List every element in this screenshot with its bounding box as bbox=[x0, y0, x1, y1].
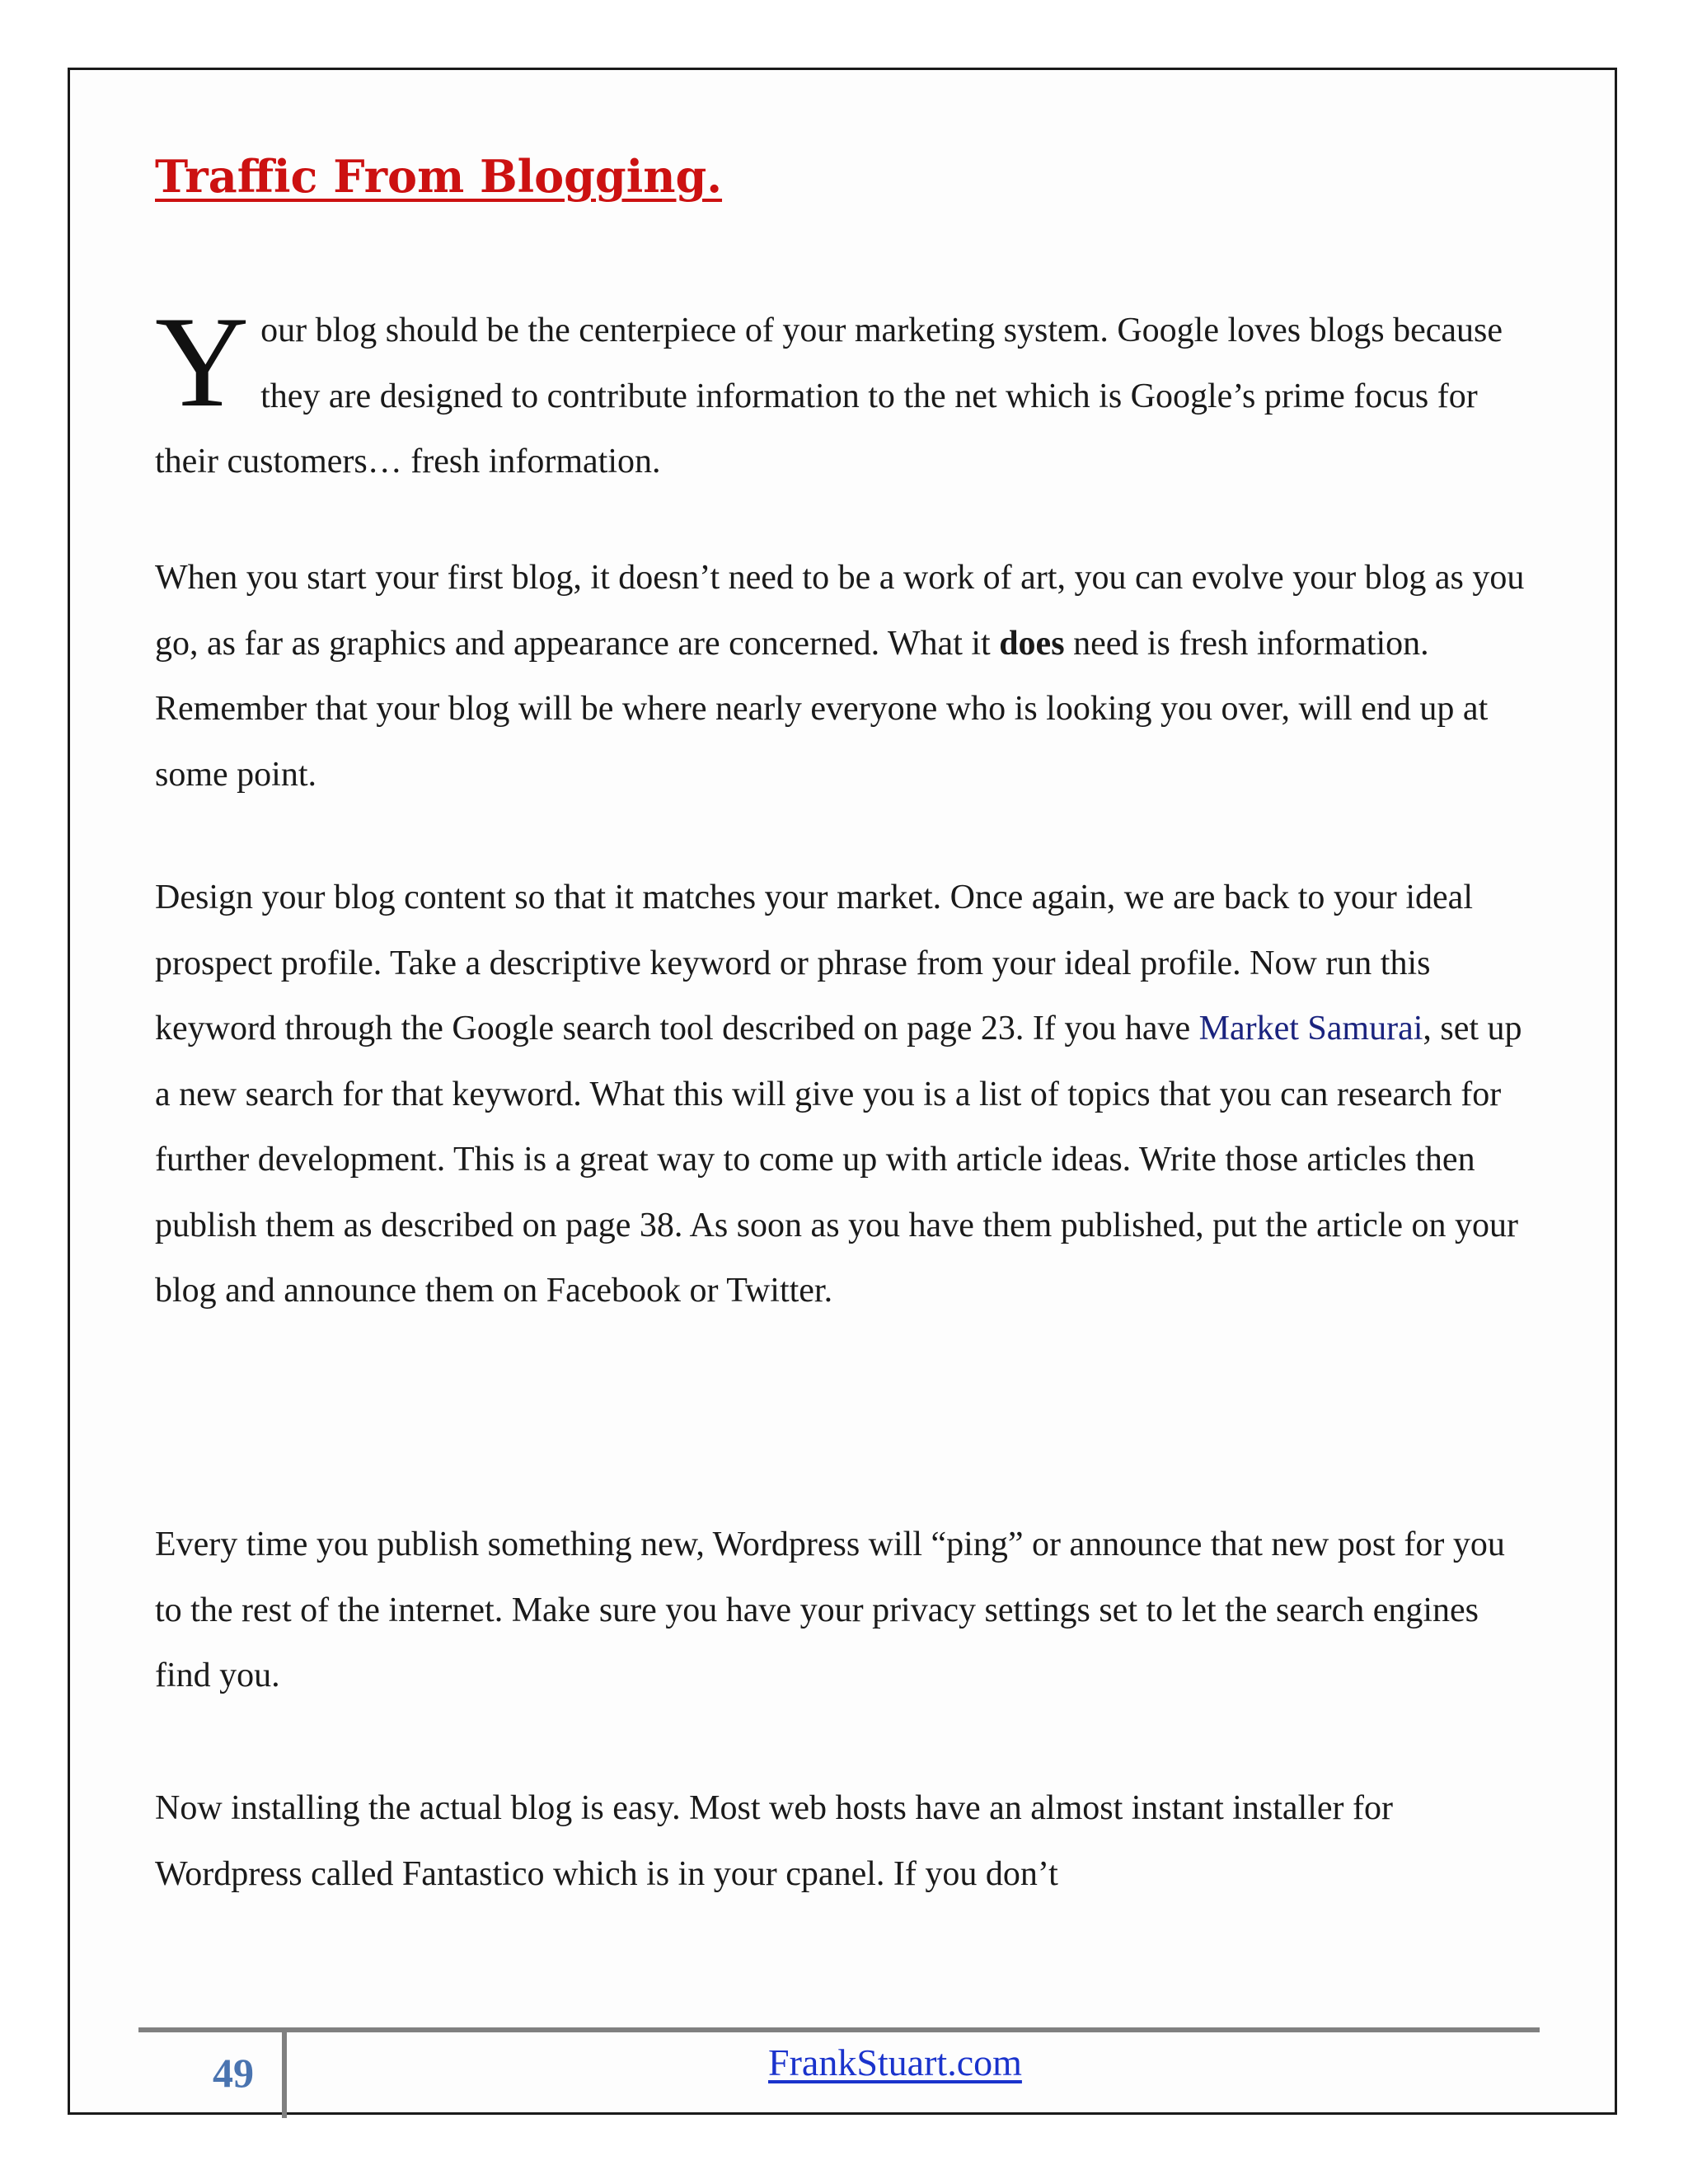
market-samurai-link[interactable]: Market Samurai bbox=[1198, 1010, 1423, 1047]
bold-word-does: does bbox=[999, 624, 1065, 663]
install-text: Now installing the actual blog is easy. Most web hosts have an almost instant installer for Wordpress called Fantastico which is in your cpanel. If you don’t bbox=[155, 1789, 1394, 1893]
intro-text: our blog should be the centerpiece of your marketing system. Google loves blogs because they are designed to contribute information to the net which is Google’s prime focus for their customers… fresh information. bbox=[155, 312, 1503, 480]
paragraph-intro bbox=[155, 290, 1540, 495]
first-blog-text-start: When you start your first blog, it doesn’t need to be a work of art, you can evolve your blog as you go, as far as graphics and appearance are concerned. What it bbox=[155, 559, 1525, 663]
drop-cap: Y bbox=[155, 290, 250, 434]
design-text-start: Design your blog content so that it matches your market. Once again, we are back to your ideal prospect profile. Take a descriptive keyword or phrase from your ideal profile. Now run this keyword through the Google search tool described on page 23. If you have bbox=[155, 879, 1473, 1047]
first-blog-text-end: need is fresh information. Remember that your blog will be where nearly everyone who is looking you over, will end up at some point. bbox=[155, 624, 1489, 794]
design-text-end: , set up a new search for that keyword. What this will give you is a list of topics that you can research for further development. This is a great way to come up with article ideas. Write those articles then publish them as described on page 38. As soon as you have them published, put the article on your blog and announce them on Facebook or Twitter. bbox=[155, 1010, 1522, 1310]
page-number: 49 bbox=[213, 2050, 254, 2096]
paragraph-install bbox=[155, 1776, 1540, 1907]
ping-text: Every time you publish something new, Wordpress will “ping” or announce that new post for you to the rest of the internet. Make sure you have your privacy settings set to let the search engines find you. bbox=[155, 1526, 1505, 1694]
footer-site-link[interactable]: FrankStuart.com bbox=[768, 2041, 1022, 2083]
page-heading: Traffic From Blogging. bbox=[155, 150, 723, 203]
paragraph-ping bbox=[155, 1512, 1540, 1709]
paragraph-first-blog bbox=[155, 546, 1540, 808]
paragraph-design bbox=[155, 865, 1540, 1324]
footer-divider bbox=[282, 2032, 287, 2118]
footer-rule bbox=[138, 2027, 1540, 2032]
